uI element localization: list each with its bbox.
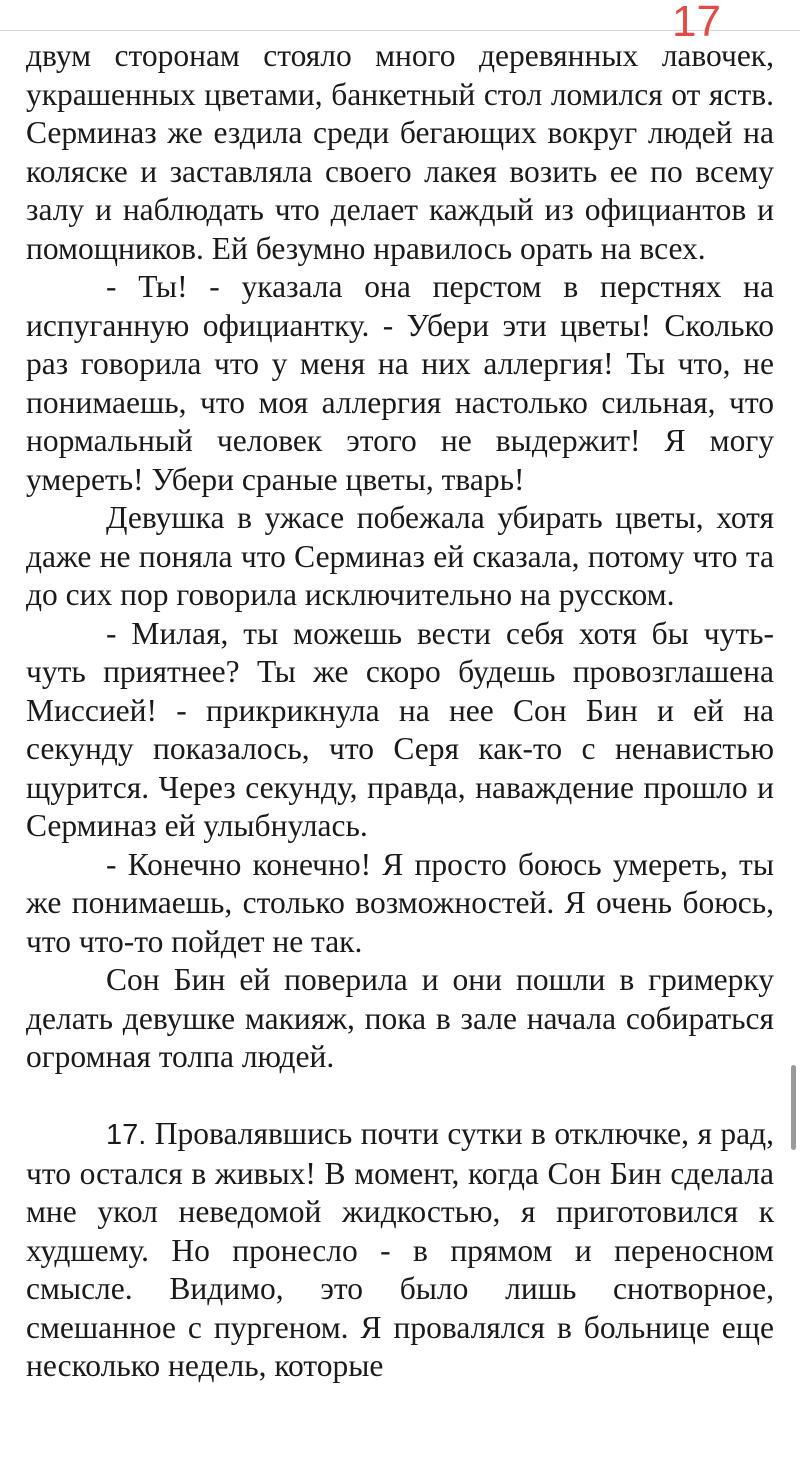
paragraph: Сон Бин ей поверила и они пошли в гримерку делать девушке макияж, пока в зале начала собираться огромная толпа людей.: [26, 962, 774, 1074]
chapter-paragraph: [26, 1115, 774, 1386]
paragraph: Девушка в ужасе побежала убирать цветы, хотя даже не поняла что Серминаз ей сказала, потому что та до сих пор говорила исключительно на русском.: [26, 500, 774, 612]
document-text: [26, 37, 774, 1386]
paragraph: - Милая, ты можешь вести себя хотя бы чуть-чуть приятнее? Ты же скоро будешь провозглашена Миссией! - прикрикнула на нее Сон Бин и ей на секунду показалось, что Серя как-то с ненавистью щурится. Через секунду, правда, наваждение прошло и Серминаз ей улыбнулась.: [26, 615, 774, 843]
paragraph: - Ты! - указала она перстом в перстнях на испуганную официантку. - Убери эти цветы! Сколько раз говорила что у меня на них аллергия! Ты что, не понимаешь, что моя аллергия настолько сильная, что нормальный человек этого не выдержит! Я могу умереть! Убери сраные цветы, тварь!: [26, 269, 774, 497]
chapter-text: Провалявшись почти сутки в отключке, я рад, что остался в живых! В момент, когда Сон Бин сделала мне укол неведомой жидкостью, я приготовился к худшему. Но пронесло - в прямом и переносном смысле. Видимо, это было лишь снотворное, смешанное с пургеном. Я провалялся в больнице еще несколько недель, которые: [26, 1116, 775, 1383]
scrollbar[interactable]: [791, 1065, 796, 1150]
top-bar: [0, 0, 800, 46]
paragraph: двум сторонам стояло много деревянных лавочек, украшенных цветами, банкетный стол ломился от яств. Серминаз же ездила среди бегающих вокруг людей на коляске и заставляла своего лакея возить ее по всему залу и наблюдать что делает каждый из официантов и помощников. Ей безумно нравилось орать на всех.: [26, 38, 774, 266]
paragraph: - Конечно конечно! Я просто боюсь умереть, ты же понимаешь, столько возможностей. Я очень боюсь, что что-то пойдет не так.: [26, 846, 774, 959]
chapter-number: 17.: [106, 1119, 147, 1151]
page-number: 17: [672, 0, 721, 46]
